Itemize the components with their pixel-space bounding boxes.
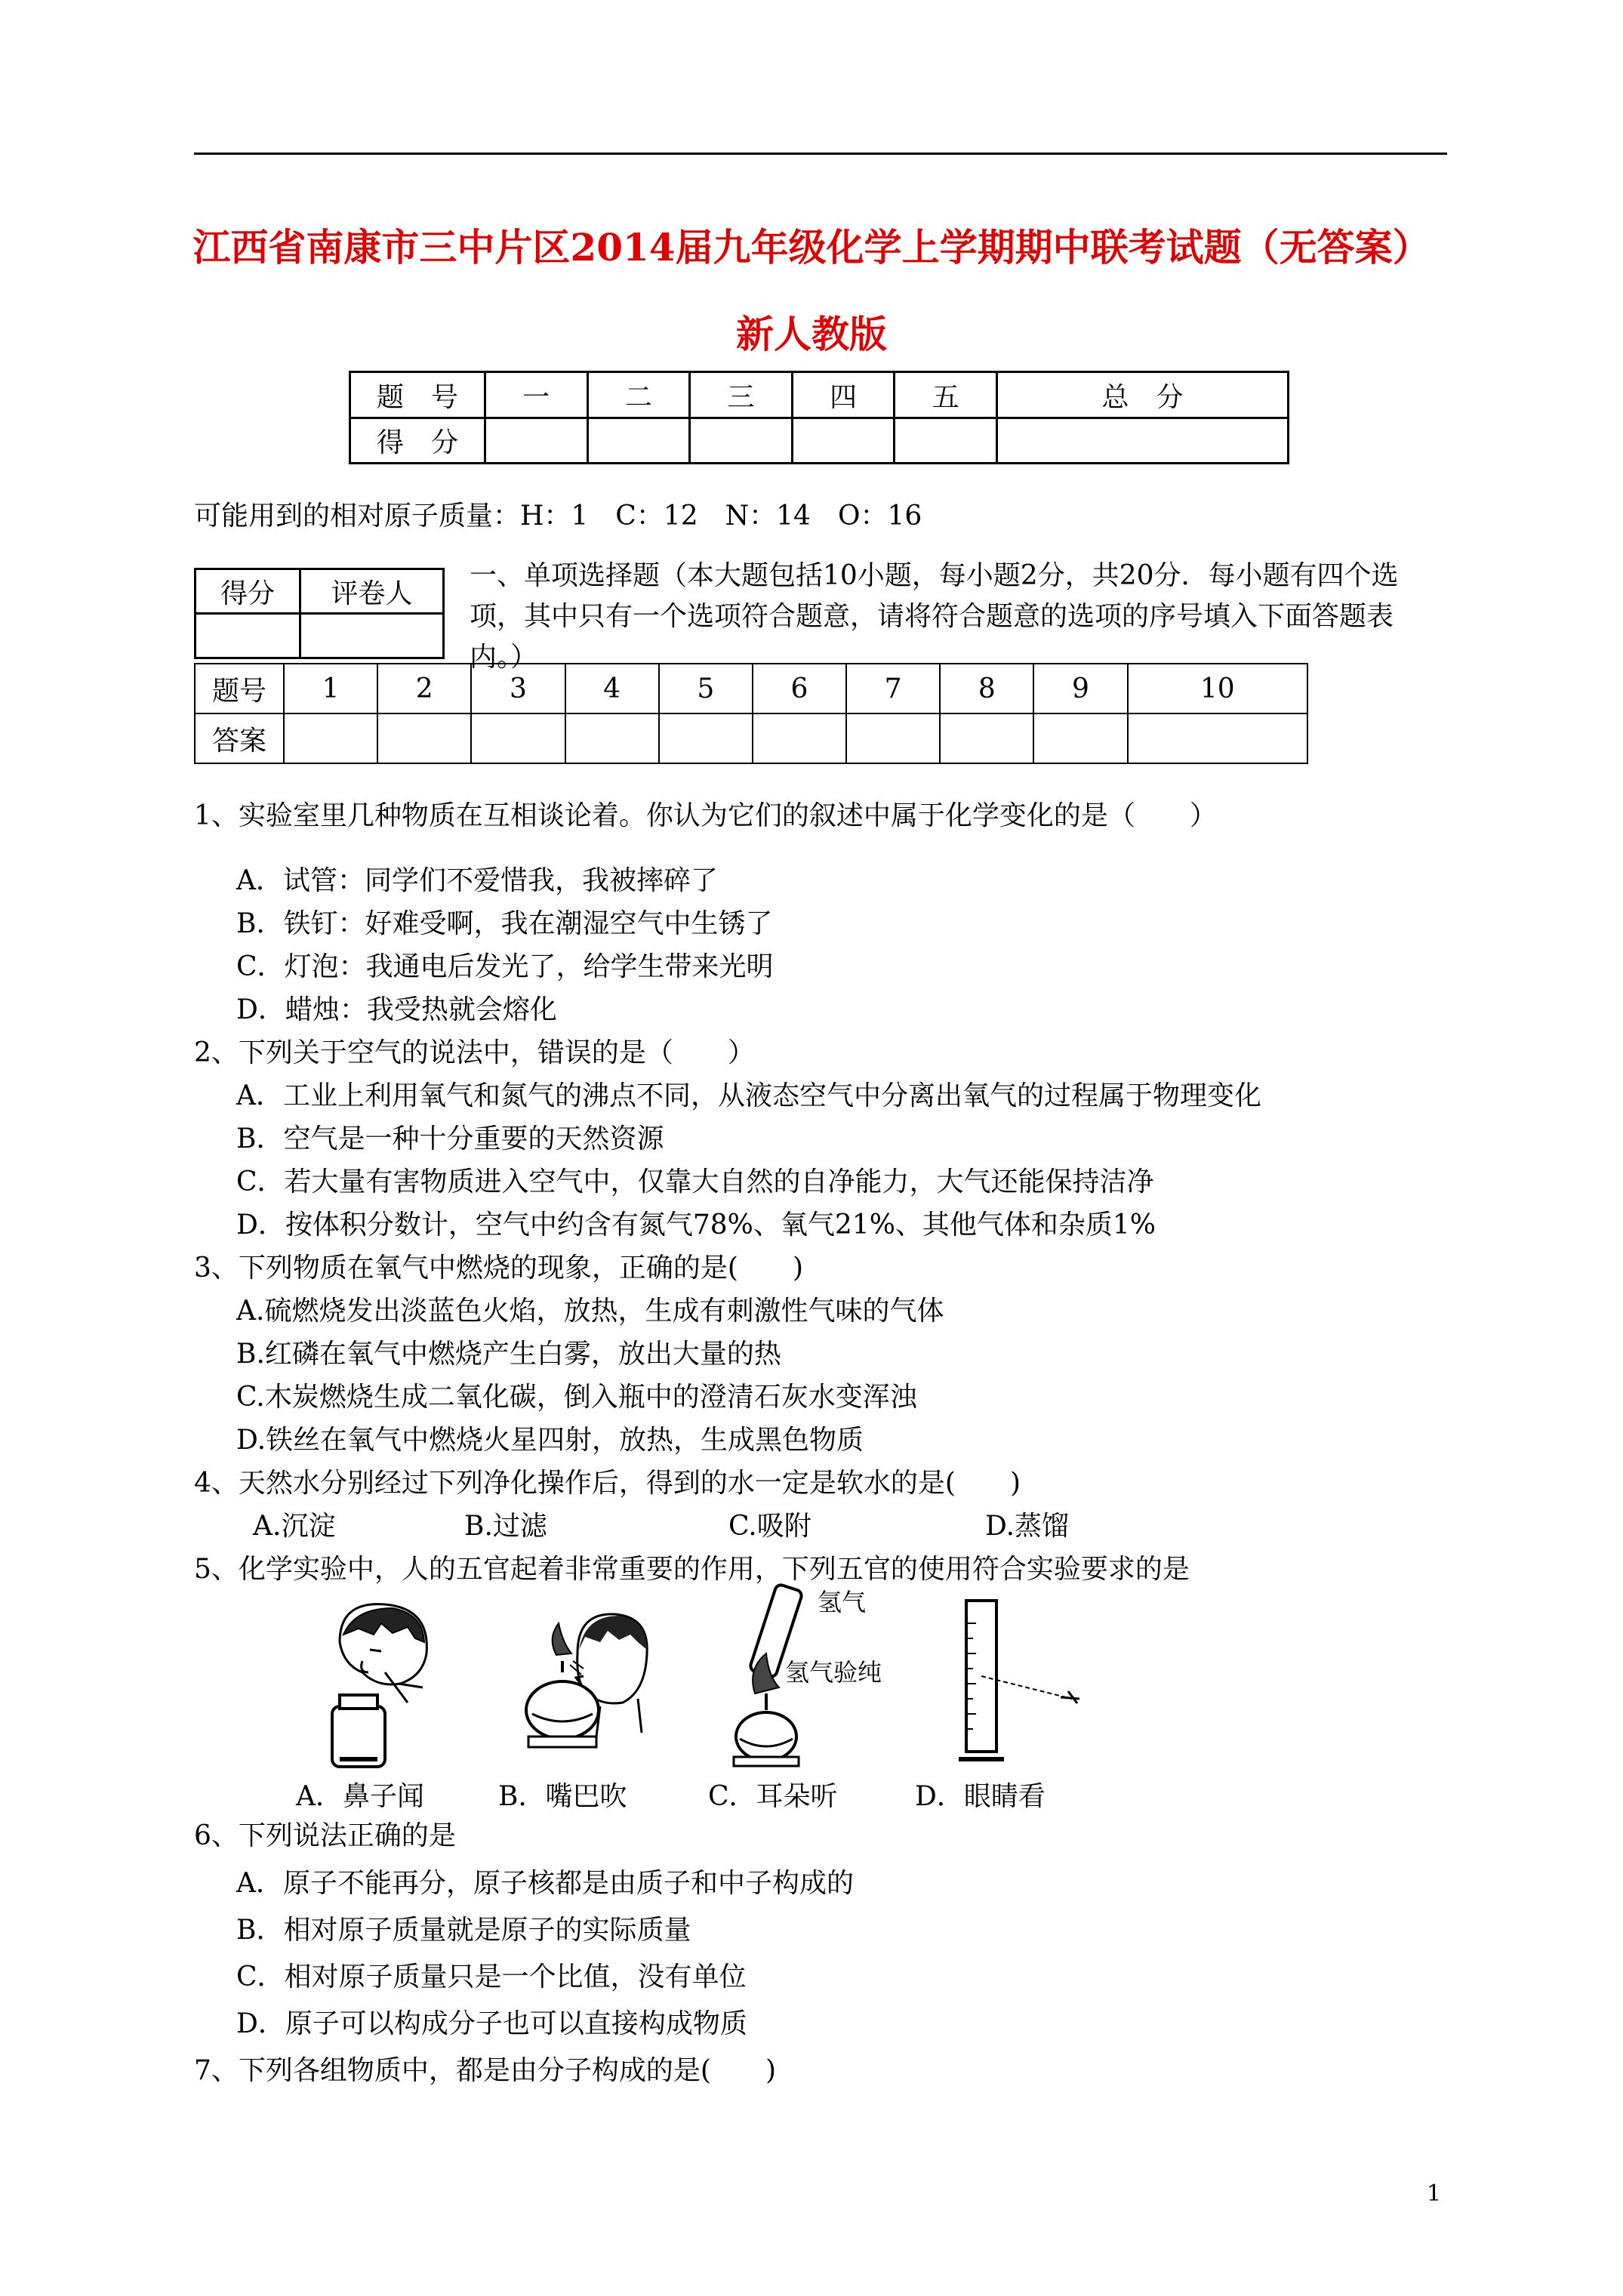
answer-table — [194, 663, 1308, 764]
answer-cell[interactable] — [846, 713, 940, 763]
answer-cell[interactable] — [471, 713, 565, 763]
answer-table-number: 5 — [659, 664, 753, 713]
option: A．工业上利用氧气和氮气的沸点不同，从液态空气中分离出氧气的过程属于物理变化 — [236, 1080, 1261, 1111]
question-stem: 6、下列说法正确的是 — [194, 1820, 456, 1851]
answer-cell[interactable] — [1033, 713, 1127, 763]
answer-cell[interactable] — [659, 713, 753, 763]
answer-table-number: 2 — [377, 664, 471, 713]
score-table-header: 三 — [690, 372, 793, 418]
option: B．铁钉：好难受啊，我在潮湿空气中生锈了 — [236, 908, 773, 939]
option: B．空气是一种十分重要的天然资源 — [236, 1123, 664, 1154]
grader-box-label: 评卷人 — [300, 569, 444, 614]
option: C．相对原子质量只是一个比值，没有单位 — [236, 1962, 747, 1992]
grader-box-label: 得分 — [196, 569, 300, 614]
option: C．耳朵听 — [708, 1781, 838, 1812]
option: A．鼻子闻 — [296, 1781, 424, 1812]
atomic-masses: 可能用到的相对原子质量：H：1 C：12 N：14 O：16 — [194, 501, 922, 532]
figure-label-hydrogen-test: 氢气验纯 — [785, 1658, 882, 1687]
section-heading: 一、单项选择题（本大题包括10小题，每小题2分，共20分．每小题有四个选项，其中只有一个选项符合题意，请将符合题意的选项的序号填入下面答题表内。） — [470, 560, 1399, 673]
option: C.吸附 — [728, 1511, 812, 1542]
option: C.木炭燃烧生成二氧化碳，倒入瓶中的澄清石灰水变浑浊 — [236, 1382, 917, 1413]
option: A．原子不能再分，原子核都是由质子和中子构成的 — [236, 1868, 854, 1899]
score-table-header: 二 — [587, 372, 690, 418]
option: B．嘴巴吹 — [498, 1781, 627, 1812]
question-stem: 1、实验室里几种物质在互相谈论着。你认为它们的叙述中属于化学变化的是（ ） — [194, 800, 1217, 831]
score-table-header: 四 — [792, 372, 895, 418]
question-stem: 7、下列各组物质中，都是由分子构成的是( ) — [194, 2055, 776, 2086]
score-cell[interactable] — [690, 418, 793, 464]
answer-table-row-label: 题号 — [195, 664, 284, 713]
option: D．蜡烛：我受热就会熔化 — [236, 994, 557, 1025]
header-rule — [194, 153, 1447, 155]
figure-label-hydrogen: 氢气 — [818, 1588, 867, 1616]
score-cell[interactable] — [997, 418, 1289, 464]
option: D．眼睛看 — [915, 1781, 1046, 1812]
score-table-header: 五 — [895, 372, 997, 418]
grader-name-cell[interactable] — [300, 614, 444, 658]
option: D.铁丝在氧气中燃烧火星四射，放热，生成黑色物质 — [236, 1425, 864, 1456]
option: C．若大量有害物质进入空气中，仅靠大自然的自净能力，大气还能保持洁净 — [236, 1166, 1154, 1197]
answer-cell[interactable] — [753, 713, 846, 763]
option: A.沉淀 — [253, 1511, 336, 1542]
grader-box — [194, 568, 445, 659]
score-table — [349, 371, 1289, 464]
score-cell[interactable] — [895, 418, 997, 464]
question-stem: 2、下列关于空气的说法中，错误的是（ ） — [194, 1037, 755, 1068]
grader-score-cell[interactable] — [196, 614, 300, 658]
option: D．原子可以构成分子也可以直接构成物质 — [236, 2008, 747, 2039]
page-subtitle: 新人教版 — [736, 312, 887, 356]
option: B.过滤 — [464, 1511, 547, 1542]
option: A.硫燃烧发出淡蓝色火焰，放热，生成有刺激性气味的气体 — [236, 1296, 944, 1327]
answer-table-row-label: 答案 — [195, 713, 284, 763]
option: D．按体积分数计，空气中约含有氮气78%、氧气21%、其他气体和杂质1% — [236, 1210, 1156, 1240]
page-title: 江西省南康市三中片区2014届九年级化学上学期期中联考试题（无答案） — [192, 225, 1431, 270]
option: B．相对原子质量就是原子的实际质量 — [236, 1915, 691, 1946]
question-stem: 5、化学实验中，人的五官起着非常重要的作用，下列五官的使用符合实验要求的是 — [194, 1554, 1190, 1585]
score-cell[interactable] — [485, 418, 588, 464]
question-stem: 3、下列物质在氧气中燃烧的现象，正确的是( ) — [194, 1253, 803, 1284]
blowing-figure — [487, 1608, 661, 1759]
answer-cell[interactable] — [284, 713, 377, 763]
answer-table-number: 10 — [1128, 664, 1307, 713]
answer-cell[interactable] — [1128, 713, 1307, 763]
answer-table-number: 1 — [284, 664, 377, 713]
answer-table-number: 8 — [940, 664, 1033, 713]
answer-table-number: 4 — [565, 664, 659, 713]
answer-table-number: 9 — [1033, 664, 1127, 713]
question-stem: 4、天然水分别经过下列净化操作后，得到的水一定是软水的是( ) — [194, 1468, 1021, 1499]
score-table-header: 总 分 — [997, 372, 1289, 418]
score-cell[interactable] — [587, 418, 690, 464]
option: D.蒸馏 — [985, 1511, 1070, 1542]
smelling-figure — [310, 1597, 453, 1771]
option: C．灯泡：我通电后发光了，给学生带来光明 — [236, 951, 774, 982]
option: A．试管：同学们不爱惜我，我被摔碎了 — [236, 865, 718, 896]
cylinder-figure — [947, 1593, 1083, 1767]
page-number: 1 — [1427, 2180, 1442, 2207]
answer-table-number: 6 — [753, 664, 846, 713]
option: B.红磷在氧气中燃烧产生白雾，放出大量的热 — [236, 1339, 781, 1370]
score-table-header: 一 — [485, 372, 588, 418]
answer-cell[interactable] — [377, 713, 471, 763]
score-cell[interactable] — [792, 418, 895, 464]
answer-cell[interactable] — [565, 713, 659, 763]
answer-cell[interactable] — [940, 713, 1033, 763]
answer-table-number: 7 — [846, 664, 940, 713]
answer-table-number: 3 — [471, 664, 565, 713]
score-table-row-label: 题 号 — [350, 372, 485, 418]
score-table-row-label: 得 分 — [350, 418, 485, 464]
